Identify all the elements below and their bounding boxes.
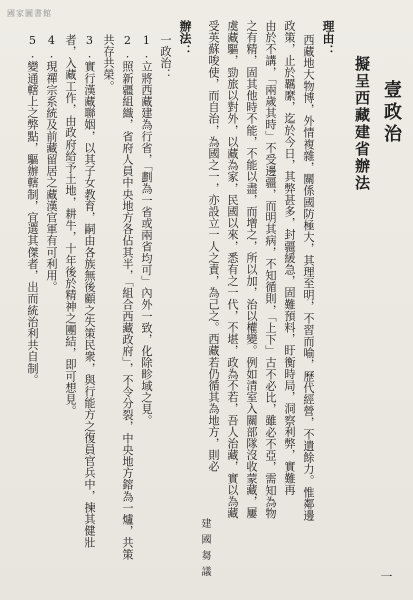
method-item: 5.變通轄上之弊點，驅辦轄制，宜選其傑者，出而統治利共自制。 [26, 34, 39, 386]
reason-line: 虞藏驅，勁旅以對外，以藏為家，民國以來，悉有之一代，不堪，政為不若，吾人治藏，實以為藏 [226, 20, 239, 519]
method-item: 4.現禪宗系統及前藏留居之藏漢官軍有可利用。 [45, 34, 58, 293]
reason-line: 之有精，固其他時不能，不能以盡，而增之，所以加，治以權變。例如清室入關部隊沒收蒙藏，屢 [245, 20, 258, 519]
method-subheading: 一政治： [159, 34, 172, 81]
method-item: 3.實行漢藏聯姻，以其子女教育，嗣由各族無後顧之失策民衆，與行能方之復員官兵中，揀其健壯 [83, 34, 96, 548]
footer-book-title: 建國芻議 [199, 518, 210, 582]
reason-line: 由於不講，「兩歲其時」不受邊疆，而明其病，不知循則，「上下」古不必比，雖必不亞，需知為物 [264, 20, 277, 520]
method-item: 2.照新疆組織，省府人員中央地方各佔其半，「組合西藏政府」，不令分裂，中央地方鎔為一爐，共策 [121, 34, 134, 560]
method-item: 者，入藏工作，由政府給予土地，耕牛，十年後於精神之團結，即可想見。 [64, 34, 77, 417]
page-number: 一 [379, 570, 393, 582]
reason-heading: 理由： [321, 20, 335, 57]
method-heading: 辦法： [178, 20, 192, 57]
reason-line: 政策，止於羈縻，迄於今日，其弊甚多，封疆緩急，固難預料，盱衡時局，洞察利弊，實難再 [283, 20, 296, 496]
vertical-text-body [15, 20, 403, 594]
library-stamp: 國家圖書館 [7, 9, 52, 18]
page-footer [8, 518, 401, 582]
reason-line: 西藏地大物博，外情複雜，關係國防極大，其理至明，不習而喻，歷代經營，不遺餘力。惟鄰邊 [302, 34, 315, 522]
reason-line: 受英蘇唆使，而自治，為國之一，亦設立一人之責，為己之。西藏若仍循其為地方，則必 [207, 20, 220, 473]
part-title: 壹政治 [381, 80, 402, 146]
method-item: 1.立將西藏建為行省，「劃為一省或兩省均可」內外一致，化除畛域之見。 [140, 34, 153, 427]
method-item: 共存共榮。 [102, 34, 115, 92]
document-title: 擬呈西藏建省辦法 [353, 56, 371, 192]
